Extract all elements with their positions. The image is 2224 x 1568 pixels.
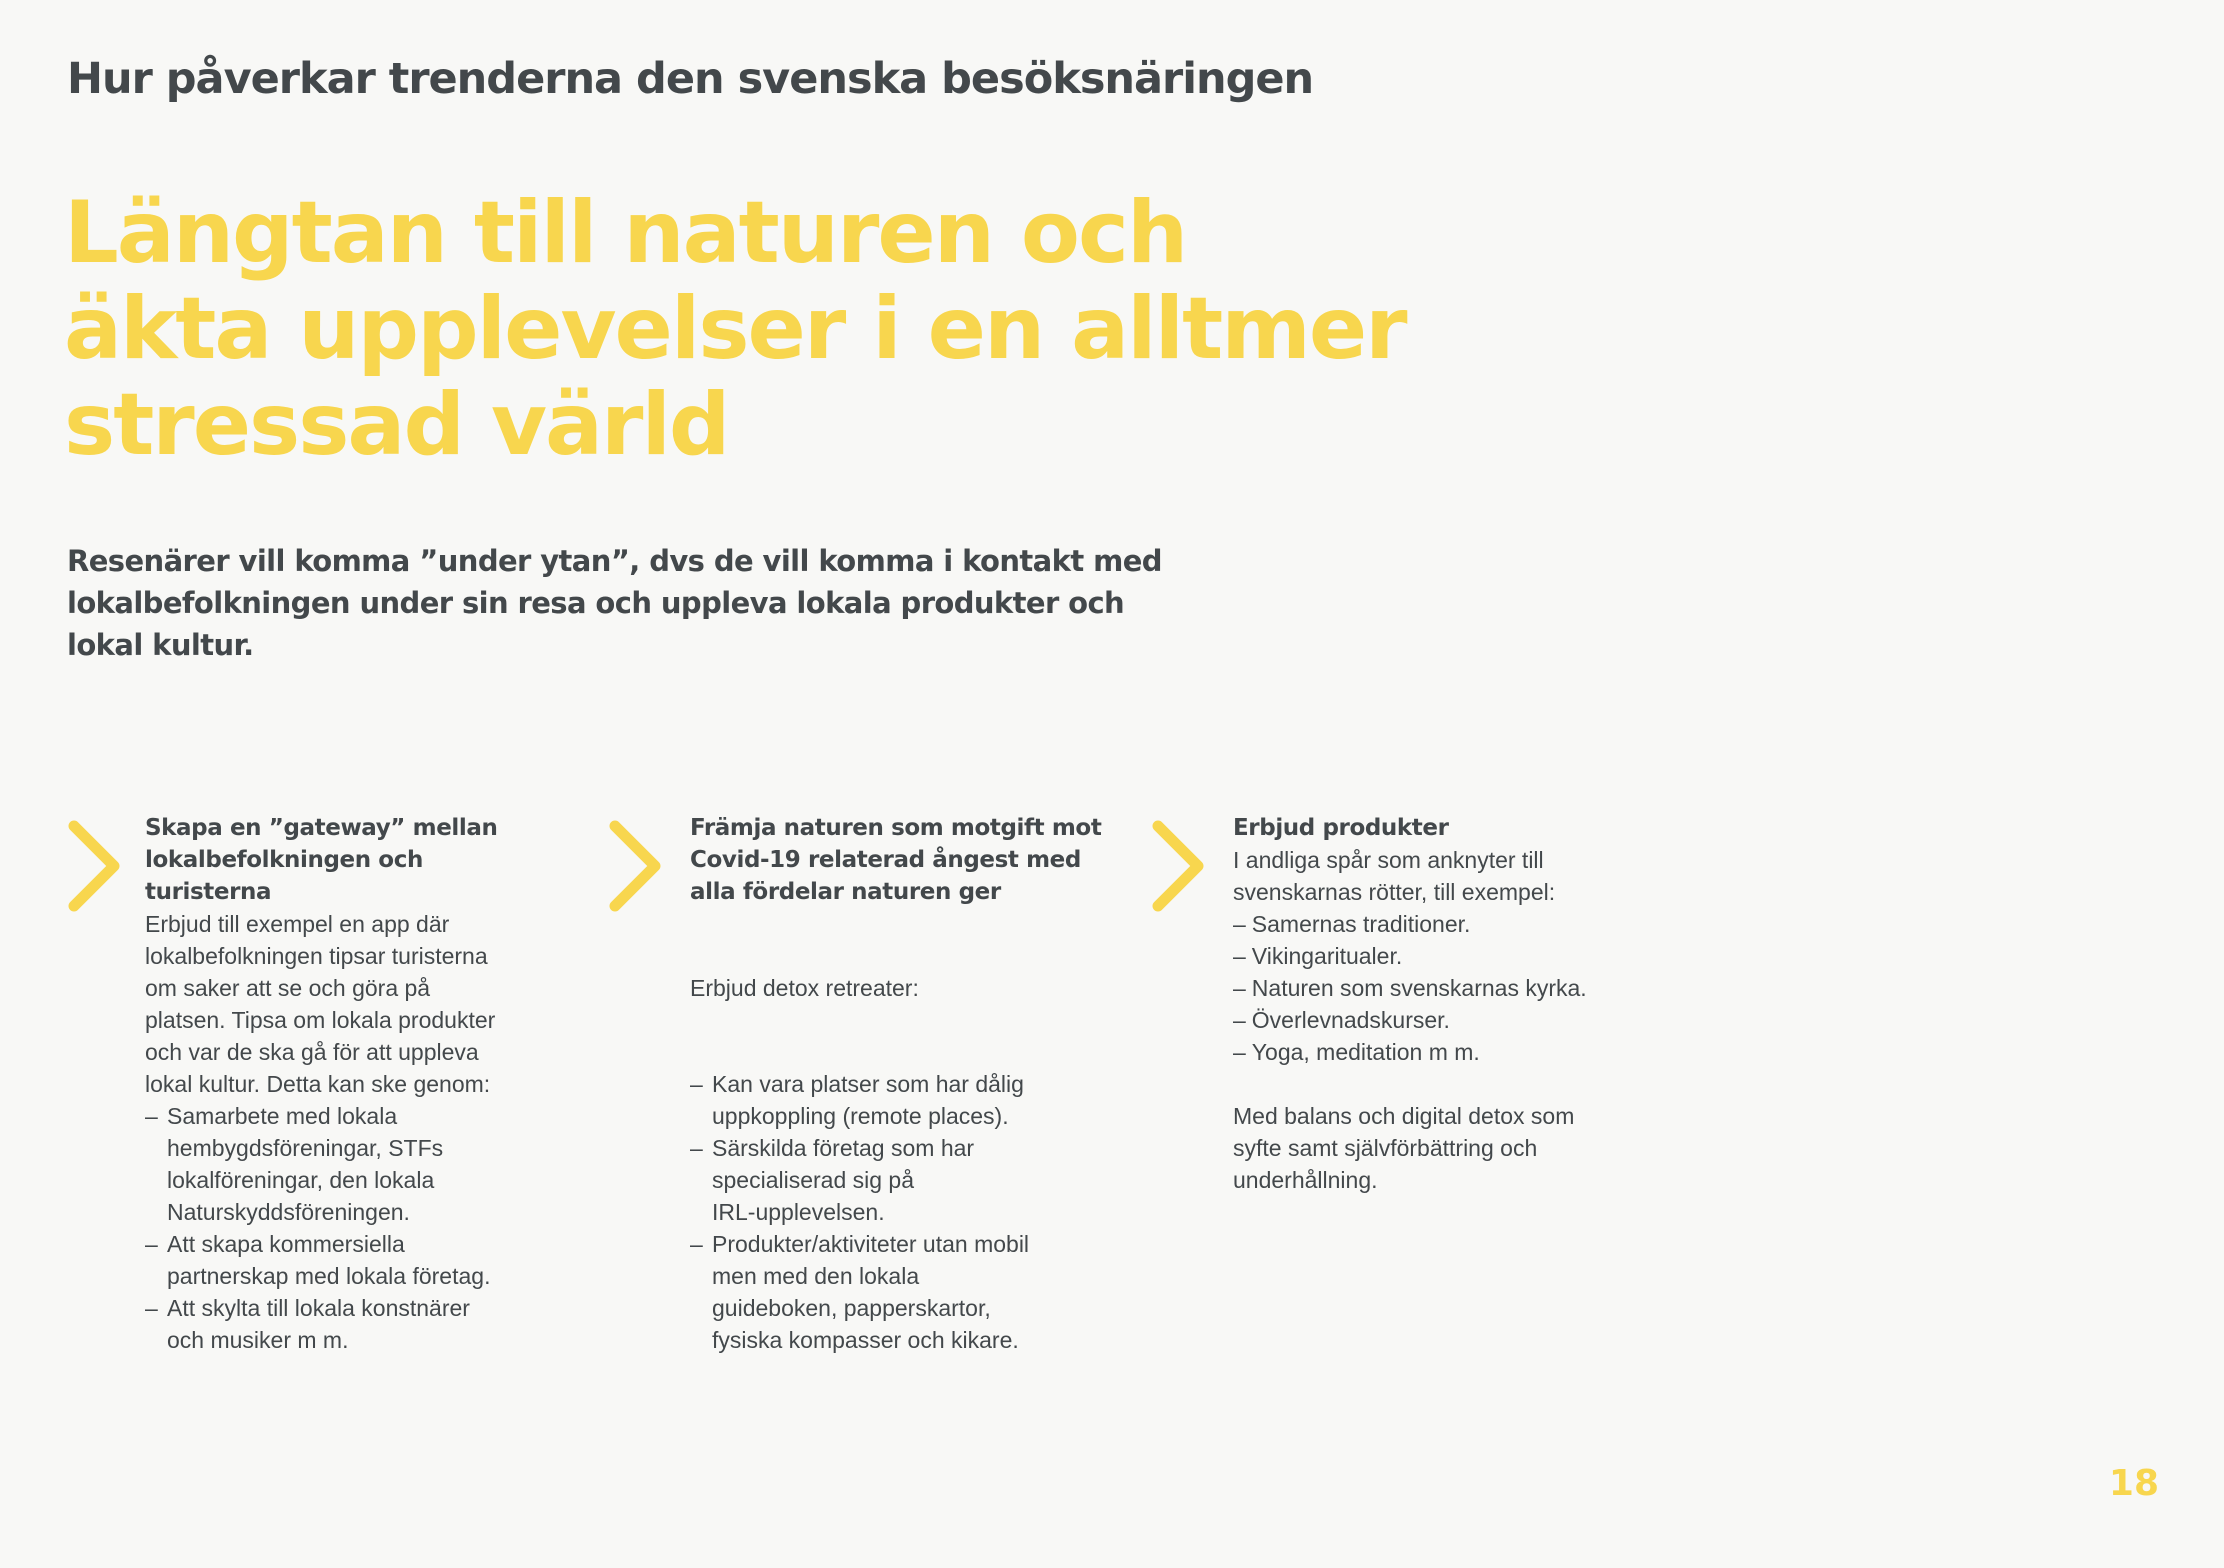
column-gateway	[145, 812, 565, 1356]
column-title	[145, 812, 565, 908]
column-title-line: alla fördelar naturen ger	[690, 879, 1001, 905]
text-line: Erbjud detox retreater:	[690, 975, 919, 1001]
text-line: Vikingaritualer.	[1251, 943, 1403, 969]
list-item	[690, 1228, 1110, 1356]
text-line: specialiserad sig på	[712, 1167, 915, 1193]
lead-paragraph	[67, 540, 1162, 666]
spacer	[1233, 1068, 1653, 1100]
list-item	[1233, 972, 1653, 1004]
bullet-list	[145, 1100, 565, 1356]
lead-line: Resenärer vill komma ”under ytan”, dvs de vill komma i kontakt med	[67, 544, 1162, 578]
text-line: – Att skylta till lokala konstnärer	[167, 1295, 470, 1321]
list-item	[145, 1292, 565, 1356]
lead-line: lokal kultur.	[67, 628, 254, 662]
headline-line: Längtan till naturen och	[64, 183, 1187, 283]
text-line: Samernas traditioner.	[1251, 911, 1471, 937]
page-headline	[64, 185, 1424, 473]
column-intro	[145, 908, 565, 1100]
text-line: Naturskyddsföreningen.	[167, 1199, 410, 1225]
column-title-line: lokalbefolkningen och	[145, 847, 423, 873]
list-item	[1233, 1036, 1653, 1068]
column-intro	[1233, 844, 1653, 908]
headline-line: stressad värld	[64, 375, 729, 475]
list-item	[690, 1068, 1110, 1132]
column-title-line: Skapa en ”gateway” mellan	[145, 815, 498, 841]
text-line: – Samarbete med lokala	[167, 1103, 398, 1129]
column-intro	[690, 908, 1110, 1068]
text-line: och var de ska gå för att uppleva	[145, 1039, 479, 1065]
text-line: Med balans och digital detox som	[1233, 1103, 1575, 1129]
column-title-line: Covid-19 relaterad ångest med	[690, 847, 1081, 873]
bullet-list	[690, 1068, 1110, 1356]
text-line: men med den lokala	[712, 1263, 920, 1289]
text-line: och musiker m m.	[167, 1327, 349, 1353]
page-number: 18	[2108, 1463, 2159, 1504]
text-line: Yoga, meditation m m.	[1251, 1039, 1480, 1065]
headline-line: äkta upplevelser i en alltmer	[64, 279, 1406, 379]
text-line: – Kan vara platser som har dålig	[712, 1071, 1024, 1097]
list-item	[145, 1100, 565, 1228]
text-line: – Att skapa kommersiella	[167, 1231, 405, 1257]
text-line: hembygdsföreningar, STFs	[167, 1135, 444, 1161]
column-products	[1233, 812, 1653, 1196]
bullet-list	[1233, 908, 1653, 1068]
text-line: underhållning.	[1233, 1167, 1378, 1193]
list-item	[690, 1132, 1110, 1228]
list-item	[1233, 940, 1653, 972]
text-line: Naturen som svenskarnas kyrka.	[1251, 975, 1587, 1001]
column-nature-detox	[690, 812, 1110, 1356]
text-line: platsen. Tipsa om lokala produkter	[145, 1007, 496, 1033]
text-line: IRL-upplevelsen.	[712, 1199, 885, 1225]
text-line: I andliga spår som anknyter till	[1233, 847, 1544, 873]
lead-line: lokalbefolkningen under sin resa och uppleva lokala produkter och	[67, 586, 1125, 620]
section-kicker: Hur påverkar trenderna den svenska besöksnäringen	[67, 54, 1314, 104]
list-item	[145, 1228, 565, 1292]
text-line: – Produkter/aktiviteter utan mobil	[712, 1231, 1030, 1257]
chevron-right-icon	[66, 818, 122, 914]
chevron-right-icon	[607, 818, 663, 914]
column-title-line: Främja naturen som motgift mot	[690, 815, 1102, 841]
text-line: syfte samt självförbättring och	[1233, 1135, 1538, 1161]
text-line: – Särskilda företag som har	[712, 1135, 975, 1161]
column-title-line: turisterna	[145, 879, 272, 905]
text-line: svenskarnas rötter, till exempel:	[1233, 879, 1556, 905]
column-title-line: Erbjud produkter	[1233, 815, 1449, 841]
column-title	[690, 812, 1110, 908]
text-line: lokalföreningar, den lokala	[167, 1167, 435, 1193]
list-item	[1233, 908, 1653, 940]
text-line: Erbjud till exempel en app där	[145, 911, 450, 937]
text-line: guideboken, papperskartor,	[712, 1295, 991, 1321]
text-line: Överlevnadskurser.	[1251, 1007, 1450, 1033]
text-line: uppkoppling (remote places).	[712, 1103, 1009, 1129]
list-item	[1233, 1004, 1653, 1036]
column-title	[1233, 812, 1653, 844]
chevron-right-icon	[1150, 818, 1206, 914]
column-outro	[1233, 1100, 1653, 1196]
text-line: om saker att se och göra på	[145, 975, 431, 1001]
text-line: fysiska kompasser och kikare.	[712, 1327, 1019, 1353]
text-line: lokalbefolkningen tipsar turisterna	[145, 943, 488, 969]
text-line: lokal kultur. Detta kan ske genom:	[145, 1071, 491, 1097]
text-line: partnerskap med lokala företag.	[167, 1263, 491, 1289]
